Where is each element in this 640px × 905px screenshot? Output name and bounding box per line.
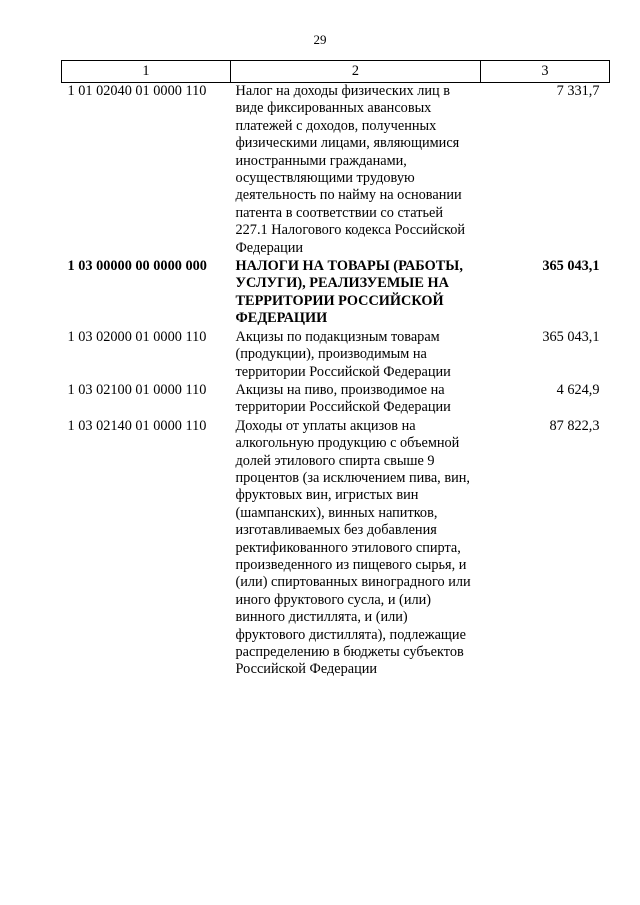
row-code: 1 03 00000 00 0000 000 — [67, 258, 207, 275]
row-name: Доходы от уплаты акцизов на алкогольную продукцию с объемной долей этилового спирта свыше 9 процентов (за исключением пива, вин, фруктовых вин, игристых вин (шампанских), винных напитков, изготавливаемых без добавления ректификованного этилового спирта, произведенного из пищевого сырья, и (или) спиртованных виноградного или иного фруктового сусла, и (или) винного дистиллята, и (или) фруктового дистиллята), подлежащие распределению в бюджеты субъектов Российской Федерации — [235, 417, 471, 678]
row-amount: 7 331,7 — [556, 83, 600, 99]
row-code: 1 03 02100 01 0000 110 — [67, 381, 207, 398]
table-row — [62, 329, 610, 382]
row-amount: 87 822,3 — [549, 417, 600, 434]
column-header-amount: 3 — [481, 61, 610, 83]
table-row — [62, 382, 610, 418]
row-name: Акцизы по подакцизным товарам (продукции), производимым на территории Российской Федерации — [235, 328, 451, 380]
row-code: 1 01 02040 01 0000 110 — [67, 83, 207, 99]
table-header-row — [62, 61, 610, 83]
row-code: 1 03 02140 01 0000 110 — [67, 417, 207, 434]
budget-revenue-table — [61, 60, 610, 680]
table-row — [62, 258, 610, 329]
row-amount: 4 624,9 — [556, 381, 600, 398]
table-row — [62, 83, 610, 259]
row-name: Акцизы на пиво, производимое на территории Российской Федерации — [235, 381, 451, 416]
page-number: 29 — [313, 32, 327, 47]
column-header-code: 1 — [62, 61, 231, 83]
table-row — [62, 418, 610, 680]
column-header-name: 2 — [231, 61, 481, 83]
row-code: 1 03 02000 01 0000 110 — [67, 328, 207, 345]
row-amount: 365 043,1 — [542, 258, 600, 275]
row-name: Налог на доходы физических лиц в виде фиксированных авансовых платежей с доходов, полученных физическими лицами, являющимися иностранными гражданами, осуществляющими трудовую деятельность по найму на основании патента в соответствии со статьей 227.1 Налогового кодекса Российской Федерации — [235, 83, 466, 256]
row-amount: 365 043,1 — [542, 328, 600, 345]
row-name: НАЛОГИ НА ТОВАРЫ (РАБОТЫ, УСЛУГИ), РЕАЛИЗУЕМЫЕ НА ТЕРРИТОРИИ РОССИЙСКОЙ ФЕДЕРАЦИИ — [235, 258, 463, 327]
